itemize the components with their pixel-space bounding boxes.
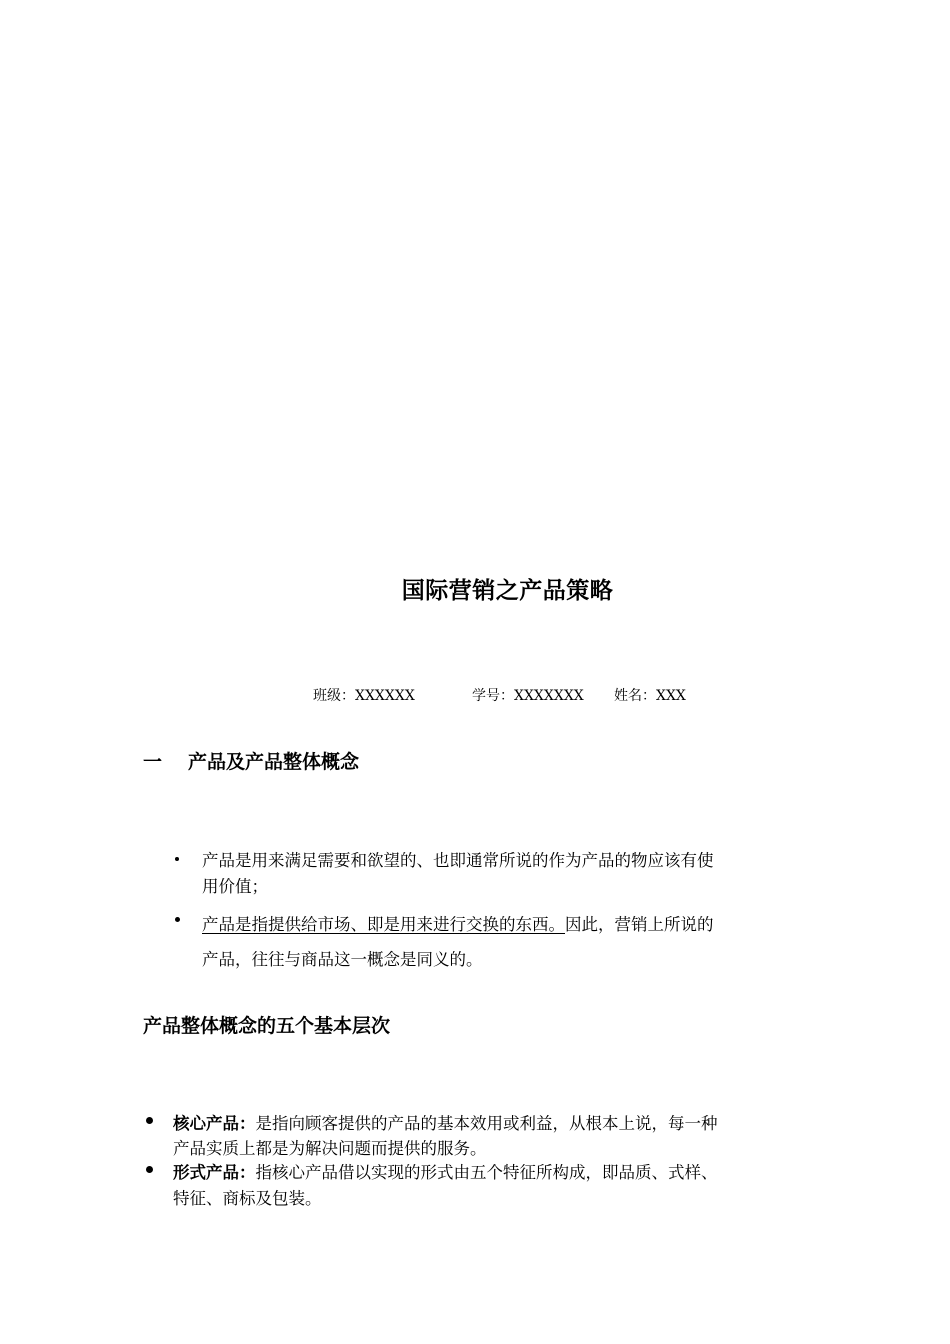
document-title: 国际营销之产品策略 xyxy=(401,578,614,604)
section-2-item-2-line-1 xyxy=(173,1159,718,1183)
section-1-bullet-2-line-2: 产品，往往与商品这一概念是同义的。 xyxy=(202,950,483,969)
class-info: 班级：XXXXXX xyxy=(313,688,415,704)
student-id-info: 学号：XXXXXXX xyxy=(472,688,584,704)
term-form-product: 形式产品： xyxy=(173,1163,256,1182)
bullet-dot-icon xyxy=(146,1166,153,1173)
section-1-title: 产品及产品整体概念 xyxy=(188,751,360,773)
item-1-description: 是指向顾客提供的产品的基本效用或利益，从根本上说，每一种 xyxy=(255,1114,718,1133)
item-2-description: 指核心产品借以实现的形式由五个特征所构成，即品质、式样、 xyxy=(255,1163,718,1182)
section-1-number: 一 xyxy=(143,751,163,773)
section-2-item-1-line-1 xyxy=(173,1110,718,1134)
bullet-dot-icon xyxy=(175,917,180,922)
bullet-dot-icon xyxy=(146,1117,153,1124)
section-2-title: 产品整体概念的五个基本层次 xyxy=(143,1015,391,1037)
bullet-2-line-1-rest: 因此，营销上所说的 xyxy=(565,915,714,934)
underlined-definition: 产品是指提供给市场、即是用来进行交换的东西。 xyxy=(202,915,565,934)
section-1-bullet-1-line-1: 产品是用来满足需要和欲望的、也即通常所说的作为产品的物应该有使 xyxy=(202,851,714,870)
section-2-item-2-line-2: 特征、商标及包装。 xyxy=(173,1189,322,1208)
section-1-bullet-2-line-1 xyxy=(202,911,714,935)
term-core-product: 核心产品： xyxy=(173,1114,256,1133)
section-2-item-1-line-2: 产品实质上都是为解决问题而提供的服务。 xyxy=(173,1139,487,1158)
section-1-bullet-1-line-2: 用价值； xyxy=(202,877,268,896)
bullet-dot-icon xyxy=(175,857,179,861)
student-name-info: 姓名：XXX xyxy=(614,688,686,704)
